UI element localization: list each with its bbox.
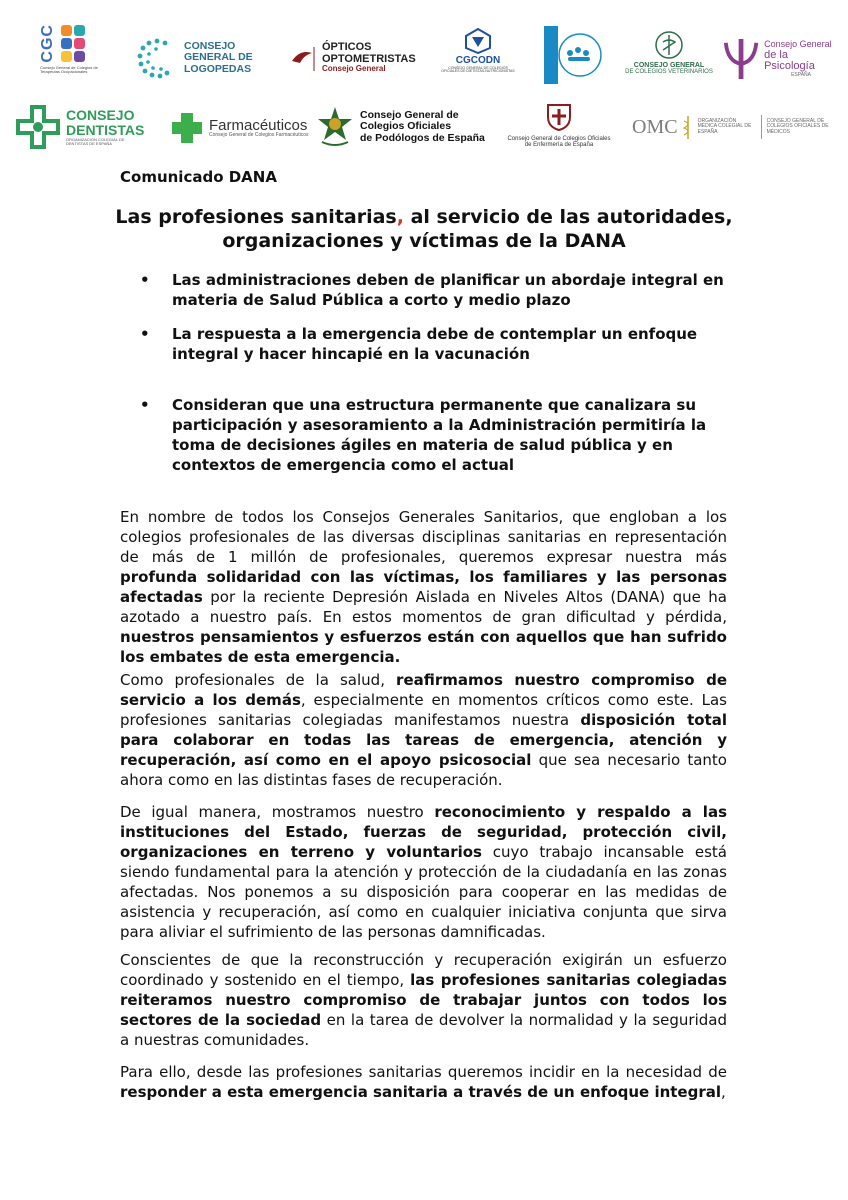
logo-psicologia xyxy=(722,34,838,84)
psicologia-text xyxy=(764,40,838,78)
farmaceuticos-name: Farmacéuticos xyxy=(209,116,308,134)
title-part1: Las profesiones sanitarias xyxy=(115,206,397,228)
veterinarios-emblem-icon xyxy=(652,30,686,60)
logo-fisioterapeutas xyxy=(542,22,604,88)
logo-cgc xyxy=(40,24,100,90)
optico-line2: OPTOMETRISTAS xyxy=(322,52,416,65)
podologos-text xyxy=(360,110,485,143)
logopedas-line1: CONSEJO xyxy=(184,40,236,53)
logopedas-line2: GENERAL DE xyxy=(184,51,253,64)
bullet-dot-icon: • xyxy=(140,325,150,343)
cgcodn-caption: CONSEJO GENERAL DE COLEGIOS OFICIALES DE DIETISTAS-NUTRICIONISTAS xyxy=(441,65,515,74)
optico-line3: Consejo General xyxy=(322,64,386,74)
dentistas-cross-icon xyxy=(16,105,60,149)
paragraph-3 xyxy=(120,802,727,942)
enfermeria-line2: de Enfermería de España xyxy=(524,142,594,149)
logo-opticos xyxy=(290,36,425,80)
optico-line1: ÓPTICOS xyxy=(322,41,372,54)
logo-omc xyxy=(632,112,844,142)
logo-enfermeria xyxy=(496,102,622,156)
logo-farmaceuticos xyxy=(170,108,315,148)
dentistas-line1: CONSEJO xyxy=(66,107,135,124)
bullet-item xyxy=(140,324,730,364)
omc-mark: OMC xyxy=(632,115,678,138)
farmaceuticos-cross-icon xyxy=(170,111,204,145)
bullet-item xyxy=(140,395,730,475)
omc-divider xyxy=(761,115,762,139)
document-label: Comunicado DANA xyxy=(120,168,277,186)
logo-veterinarios xyxy=(622,30,716,86)
logo-dentistas xyxy=(16,104,151,150)
bullet-dot-icon: • xyxy=(140,396,150,414)
omc-right: CONSEJO GENERAL DE COLEGIOS OFICIALES DE MÉDICOS xyxy=(766,118,829,135)
logo-cgcodn xyxy=(440,28,516,88)
paragraph-2 xyxy=(120,670,727,790)
bullet-text: La respuesta a la emergencia debe de contemplar un enfoque integral y hacer hincapié en la vacunación xyxy=(172,325,698,363)
podologos-emblem-icon xyxy=(316,106,354,148)
logo-podologos xyxy=(316,104,488,150)
p2-a: Como profesionales de la salud, xyxy=(120,671,397,689)
p4-c: en la tarea de devolver la normalidad y la seguridad a nuestras comunidades. xyxy=(120,1011,727,1049)
p2-b: reafirmamos nuestro compromiso de servicio a los demás xyxy=(120,671,727,709)
paragraph-5 xyxy=(120,1062,727,1102)
optico-text xyxy=(322,42,416,73)
logopedas-dots-icon xyxy=(136,37,178,79)
psicologia-psi-icon xyxy=(722,36,760,82)
cgcodn-name: CGCODN xyxy=(455,55,501,66)
paragraph-1 xyxy=(120,507,727,667)
enfermeria-shield-icon xyxy=(544,102,574,132)
bullet-text: Las administraciones deben de planificar un abordaje integral en materia de Salud Pública a corto y medio plazo xyxy=(172,271,724,309)
psicologia-line1: Consejo General xyxy=(764,39,832,50)
p3-a: De igual manera, mostramos nuestro xyxy=(120,803,435,821)
paragraph-1-text xyxy=(120,507,727,667)
title-part2: al servicio de las autoridades, organizaciones y víctimas de la DANA xyxy=(222,206,733,252)
paragraph-5-text xyxy=(120,1062,727,1102)
dentistas-line2: DENTISTAS xyxy=(66,121,145,138)
cgc-mosaic-icon xyxy=(61,25,85,62)
paragraph-4 xyxy=(120,950,727,1050)
podologos-line1: Consejo General de xyxy=(360,109,459,122)
p2-c: , especialmente en momentos críticos como este. Las profesiones sanitarias colegiadas manifestamos nuestra xyxy=(120,691,727,729)
cgcodn-emblem-icon xyxy=(465,28,491,54)
p1-b: profunda solidaridad con las víctimas, los familiares y las personas afectadas xyxy=(120,568,727,606)
logopedas-line3: LOGOPEDAS xyxy=(184,62,252,75)
podologos-line2: Colegios Oficiales xyxy=(360,120,452,133)
document-title xyxy=(110,205,738,253)
p5-a: Para ello, desde las profesiones sanitarias queremos incidir en la necesidad de xyxy=(120,1063,727,1081)
cgc-caption: Consejo General de Colegios de Terapeutas Ocupacionales xyxy=(40,64,98,74)
farmaceuticos-caption: Consejo General de Colegios Farmacéuticos xyxy=(209,132,309,139)
psicologia-line3: ESPAÑA xyxy=(791,71,811,78)
enfermeria-line1: Consejo General de Colegios Oficiales xyxy=(507,136,611,142)
paragraph-4-text xyxy=(120,950,727,1050)
logo-logopedas xyxy=(136,36,271,80)
p2-e: que sea necesario tanto ahora como en las distintas fases de recuperación. xyxy=(120,751,727,789)
bullet-text: Consideran que una estructura permanente que canalizara su participación y asesoramiento a la Administración permitiría la toma de decisiones ágiles en materia de salud pública y en contextos de emergencia como el actual xyxy=(172,396,707,474)
p3-b: reconocimiento y respaldo a las instituciones del Estado, fuerzas de seguridad, protección civil, organizaciones en terreno y voluntarios xyxy=(120,803,727,861)
veterinarios-line2: DE COLEGIOS VETERINARIOS xyxy=(625,69,713,76)
bullet-dot-icon: • xyxy=(140,271,150,289)
veterinarios-line1: CONSEJO GENERAL xyxy=(633,62,705,69)
psicologia-line2: de la Psicología xyxy=(764,48,815,73)
optico-eye-icon xyxy=(290,43,318,73)
p3-c: cuyo trabajo incansable está siendo fundamental para la atención y protección de la ciudadanía en las zonas afectadas. Nos ponemos a su disposición para cooperar en las medidas de asistencia y recuperación, así como en cualquier iniciativa conjunta que sirva para aliviar el sufrimiento de las personas damnificadas. xyxy=(120,843,727,941)
p1-c: por la reciente Depresión Aislada en Niveles Altos (DANA) que ha azotado a nuestro país. En estos momentos de gran dificultad y pérdida, xyxy=(120,588,727,626)
farmaceuticos-text xyxy=(209,118,309,139)
omc-mid: ORGANIZACIÓN MÉDICA COLEGIAL DE ESPAÑA xyxy=(697,118,752,135)
logopedas-text xyxy=(184,41,253,74)
omc-caduceus-icon xyxy=(682,114,694,140)
dentistas-caption: ORGANIZACIÓN COLEGIAL DE DENTISTAS DE ESPAÑA xyxy=(66,136,125,146)
cgc-mark xyxy=(40,24,85,63)
p5-b: responder a esta emergencia sanitaria a través de un enfoque integral xyxy=(120,1083,722,1101)
fisio-emblem-icon xyxy=(542,23,604,87)
paragraph-2-text xyxy=(120,670,727,790)
p1-a: En nombre de todos los Consejos Generales Sanitarios, que engloban a los colegios profesionales de las diversas disciplinas sanitarias en representación de más de 1 millón de profesionales, queremos expresar nuestra más xyxy=(120,508,727,566)
p4-a: Conscientes de que la reconstrucción y recuperación exigirán un esfuerzo coordinado y sostenido en el tiempo, xyxy=(120,951,727,989)
p1-d: nuestros pensamientos y esfuerzos están con aquellos que han sufrido los embates de esta emergencia. xyxy=(120,628,727,666)
podologos-line3: de Podólogos de España xyxy=(360,131,485,144)
fisio-ring-text xyxy=(542,22,543,23)
title-comma: , xyxy=(396,206,404,228)
cgc-mark-text: CGC xyxy=(39,24,56,63)
p5-c: , xyxy=(721,1083,726,1101)
p2-d: disposición total para colaborar en todas las tareas de emergencia, atención y recuperación, así como en el apoyo psicosocial xyxy=(120,711,727,769)
p4-b: las profesiones sanitarias colegiadas reiteramos nuestro compromiso de trabajar juntos con todos los sectores de la sociedad xyxy=(120,971,727,1029)
dentistas-text xyxy=(66,108,146,146)
bullet-item xyxy=(140,270,730,310)
paragraph-3-text xyxy=(120,802,727,942)
